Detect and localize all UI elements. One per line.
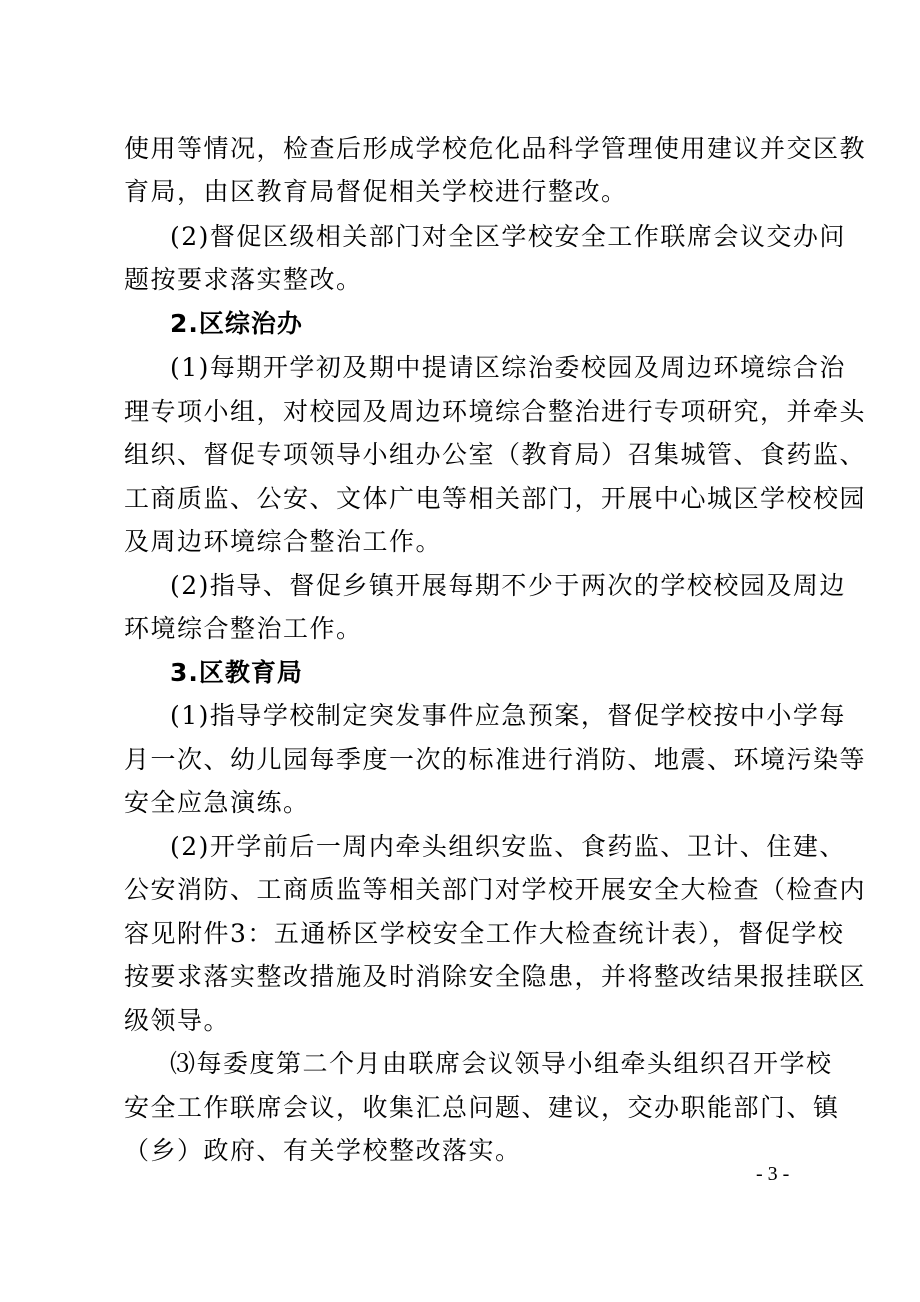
paragraph-line: 容见附件3：五通桥区学校安全工作大检查统计表），督促学校 — [124, 919, 845, 948]
paragraph-line: (1)每期开学初及期中提请区综治委校园及周边环境综合治 — [170, 353, 846, 382]
paragraph-line: 理专项小组，对校园及周边环境综合整治进行专项研究，并牵头 — [124, 397, 867, 426]
paragraph-line: 月一次、幼儿园每季度一次的标准进行消防、地震、环境污染等 — [124, 745, 867, 774]
section-heading: 2.区综治办 — [170, 309, 303, 338]
paragraph-line: （乡）政府、有关学校整改落实。 — [124, 1136, 522, 1165]
paragraph-line: 级领导。 — [124, 1006, 231, 1035]
paragraph-line: 工商质监、公安、文体广电等相关部门，开展中心城区学校校园 — [124, 484, 867, 513]
paragraph-line: 安全应急演练。 — [124, 788, 310, 817]
paragraph-line: 环境综合整治工作。 — [124, 614, 363, 643]
paragraph-line: 按要求落实整改措施及时消除安全隐患，并将整改结果报挂联区 — [124, 962, 867, 991]
paragraph-line: 及周边环境综合整治工作。 — [124, 527, 443, 556]
section-heading: 3.区教育局 — [170, 658, 303, 687]
paragraph-line: (1)指导学校制定突发事件应急预案，督促学校按中小学每 — [170, 701, 846, 730]
paragraph-line: 使用等情况，检查后形成学校危化品科学管理使用建议并交区教 — [124, 134, 867, 163]
paragraph-line: 组织、督促专项领导小组办公室（教育局）召集城管、食药监、 — [124, 440, 867, 469]
paragraph-line: 题按要求落实整改。 — [124, 265, 363, 294]
paragraph-line: 安全工作联席会议，收集汇总问题、建议，交办职能部门、镇 — [124, 1093, 840, 1122]
paragraph-line: ⑶每委度第二个月由联席会议领导小组牵头组织召开学校 — [170, 1049, 833, 1078]
paragraph-line: 公安消防、工商质监等相关部门对学校开展安全大检查（检查内 — [124, 875, 867, 904]
paragraph-line: (2)督促区级相关部门对全区学校安全工作联席会议交办问 — [170, 222, 846, 251]
paragraph-line: (2)开学前后一周内牵头组织安监、食药监、卫计、住建、 — [170, 832, 846, 861]
page-number: - 3 - — [756, 1163, 790, 1185]
paragraph-line: (2)指导、督促乡镇开展每期不少于两次的学校校园及周边 — [170, 571, 846, 600]
paragraph-line: 育局，由区教育局督促相关学校进行整改。 — [124, 177, 628, 206]
